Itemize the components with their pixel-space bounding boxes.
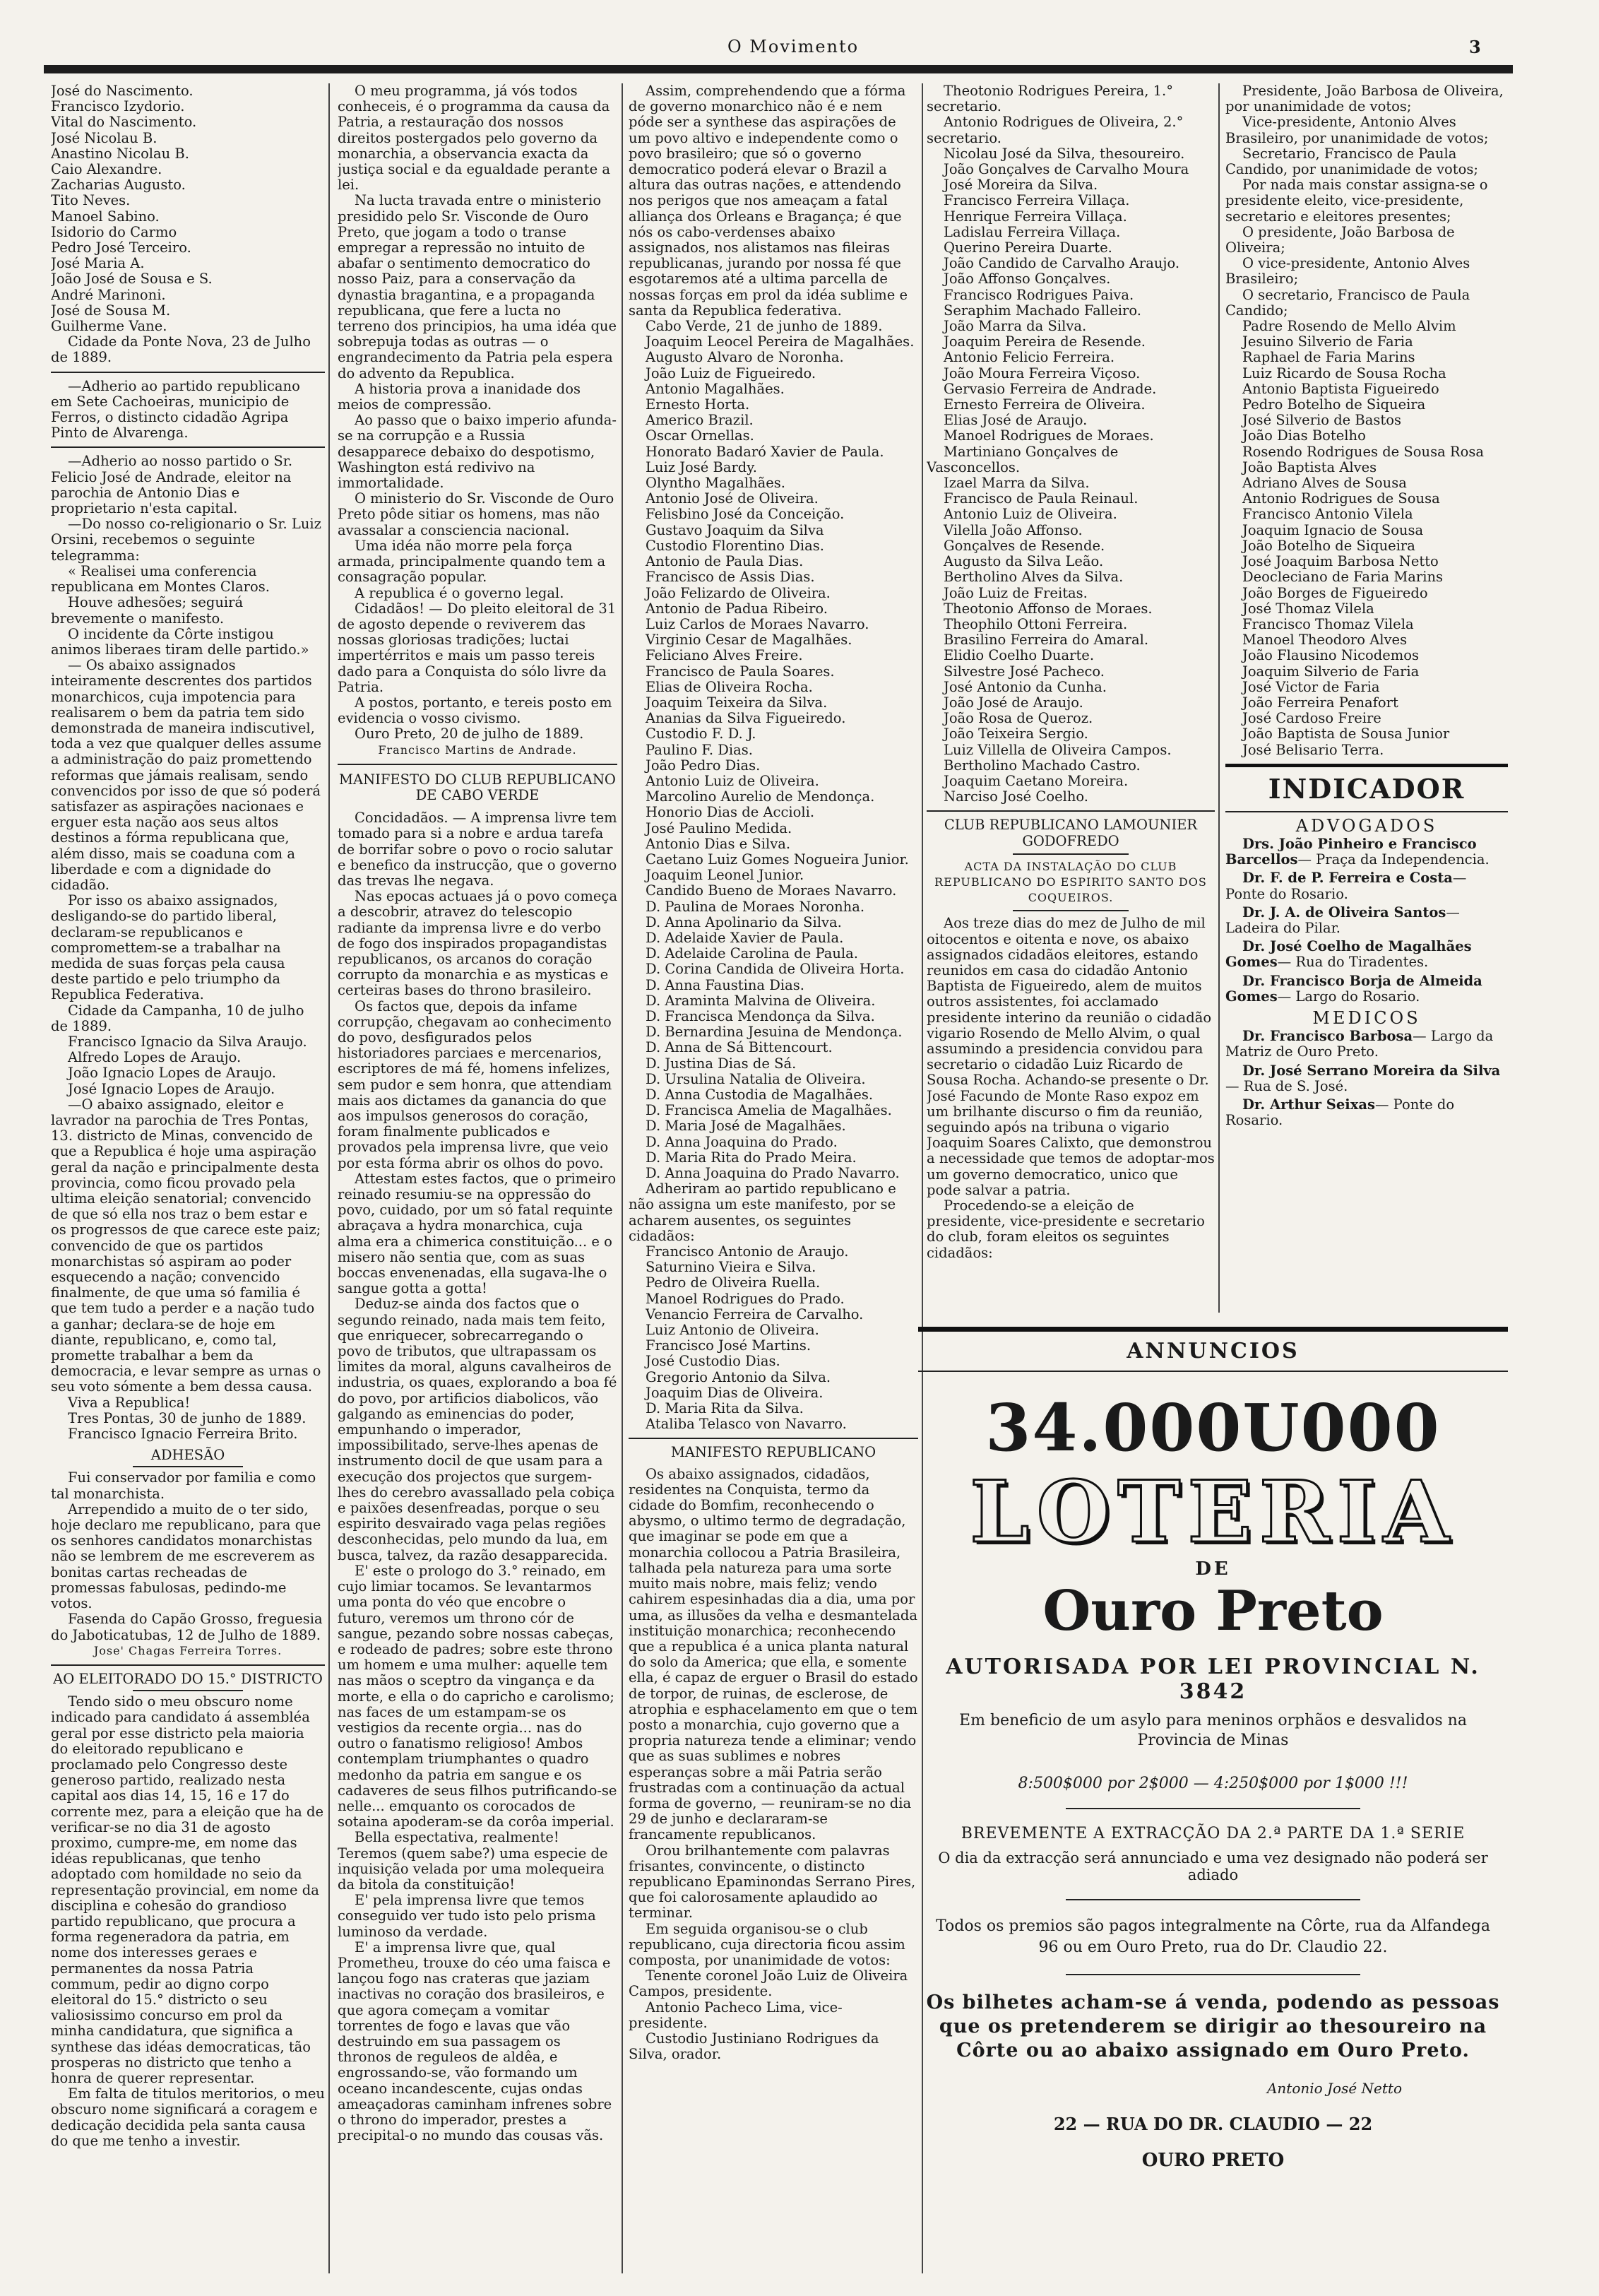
news-item: Os abaixo assignados, cidadãos, residentes na Conquista, termo da cidade do Bomfim, reconhecendo o abysmo, o ultimo termo de degradação, que imaginar se pode em que a monarchia collocou a Patria Brasileira, talhada pela natureza para uma sorte muito mais nobre, mais feliz; vendo cahirem espesinhadas dia a dia, uma por uma, as illusões da velha e desmantelada instituição monarchica; reconhecendo que a republica é a unica planta natural do solo da America; que ella, e somente ella, é capaz de erguer o Brasil do estado de torpor, de ruinas, de esclerose, de atrophia e esphacelamento em que o tem posto a monarchia, cujo governo que a propria natureza tende a eliminar; vendo que as suas sublimes e nobres esperanças sobre a mãi Patria serão frustradas com a continuação da actual forma de governo, — reuniram-se no dia 29 de junho e declararam-se francamente republicanos. xyxy=(629,1465,918,1843)
list-item: Seraphim Machado Falleiro. xyxy=(944,302,1141,319)
column-rule xyxy=(328,83,330,2273)
news-item: Nicolau José da Silva, thesoureiro. xyxy=(944,145,1185,162)
list-item: João Botelho de Siqueira xyxy=(1242,537,1415,554)
list-item: Joaquim Leocel Pereira de Magalhães. xyxy=(646,333,915,350)
list-item: Joaquim Ignacio de Sousa xyxy=(1242,521,1424,538)
section-title: AO ELEITORADO DO 15.° DISTRICTO xyxy=(53,1670,323,1687)
entry-name: Dr. Francisco Barbosa xyxy=(1242,1028,1413,1045)
news-item: E' pela imprensa livre que temos conseguido ver tudo isto pelo prisma luminoso da verdade. xyxy=(338,1892,596,1940)
news-item: E' este o prologo do 3.° reinado, em cujo limiar tocamos. Se levantarmos uma ponta do véo que encobre o futuro, veremos um throno cór de sangue, pezando sobre nossas cabeças, e rodeado de padres; sobre este throno um homem e uma mulher: aquelle tem nas mãos o sceptro da vingança e da morte, e ella o do capricho e carolismo; nas faces de um estampam-se os vestigios da recente orgia... nas do outro o fanatismo religioso! Ambos contemplam triumphantes o quadro medonho da patria em sangue e os cadaveres de seus filhos putrificando-se nelle... emquanto os corocados de sotaina apoderam-se da corôa imperial. xyxy=(338,1562,617,1830)
list-item: João José de Araujo. xyxy=(944,694,1083,711)
list-item: João Luiz de Figueiredo. xyxy=(646,365,816,381)
brevemente-line: BREVEMENTE A EXTRACÇÃO DA 2.ª PARTE DA 1.ª SERIE xyxy=(961,1825,1466,1842)
list-item: Ananias da Silva Figueiredo. xyxy=(646,710,846,727)
list-item: Deocleciano de Faria Marins xyxy=(1242,569,1444,586)
entry-address: — Largo do Rosario. xyxy=(1277,988,1420,1005)
list-item: Caetano Luiz Gomes Nogueira Junior. xyxy=(646,851,909,868)
news-item: —Do nosso co-religionario o Sr. Luiz Orsini, recebemos o seguinte telegramma: xyxy=(51,516,321,564)
list-item: Luiz Carlos de Moraes Navarro. xyxy=(646,615,869,632)
news-item: Na lucta travada entre o ministerio presidido pelo Sr. Visconde de Ouro Preto, que jogam a todo o transe empregar a repressão no intuito de abafar o sentimento democratico do nosso Paiz, para a conservação da dynastia bragantina, e a propaganda republicana, que fere a lucta no terreno dos principios, ha uma idéa que sobrepuja todas as outras — o engrandecimento da Patria pela espera do advento da Republica. xyxy=(338,192,617,381)
signature-list xyxy=(629,334,918,1181)
list-item: D. Araminta Malvina de Oliveira. xyxy=(646,992,876,1009)
list-item: Elias de Oliveira Rocha. xyxy=(646,678,813,695)
list-item: Francisco de Paula Reinaul. xyxy=(944,490,1139,507)
list-item: Custodio F. D. J. xyxy=(646,726,756,742)
list-item: João Baptista de Sousa Junior xyxy=(1242,726,1450,742)
autorisada-line: AUTORISADA POR LEI PROVINCIAL N. 3842 xyxy=(946,1655,1480,1704)
list-item: D. Anna Apolinario da Silva. xyxy=(646,913,842,930)
news-item: Uma idéa não morre pela força armada, principalmente quando tem a consagração popular. xyxy=(338,537,606,586)
list-item: Ernesto Ferreira de Oliveira. xyxy=(944,396,1146,413)
list-item: Luiz Antonio de Oliveira. xyxy=(646,1322,819,1339)
signature-list xyxy=(629,1244,918,1432)
news-item: Concidadãos. — A imprensa livre tem tomado para si a nobre e ardua tarefa de borrifar sobre o povo o rocio salutar e benefico da instrucção, que o governo das trevas lhe negava. xyxy=(338,810,617,889)
list-item: D. Maria José de Magalhães. xyxy=(646,1118,846,1135)
dateline: Cidade da Campanha, 10 de julho de 1889. xyxy=(51,1002,304,1034)
entry-address: — Ladeira do Pilar. xyxy=(1225,904,1460,936)
dateline: Cidade da Ponte Nova, 23 de Julho de 1889. xyxy=(51,333,311,366)
news-item: Arrependido a muito de o ter sido, hoje declaro me republicano, para que os senhores candidatos monarchistas não se lembrem de me escreverem as bonitas cartas recheadas de promessas fabulosas, pedindo-me votos. xyxy=(51,1501,321,1612)
list-item: João Luiz de Freitas. xyxy=(944,584,1088,601)
list-item: Olyntho Magalhães. xyxy=(646,475,785,492)
list-item: Luiz José Bardy. xyxy=(646,458,757,475)
signature-list: José do Nascimento. Francisco Izydorio. Vital do Nascimento. José Nicolau B. Anastino Nicolau B. Caio Alexandre. Zacharias Augusto. Tito Neves. Manoel Sabino. Isidorio do Carmo Pedro José Terceiro. José Maria A. João José de Sousa e S. André Marinoni. José de Sousa M. Guilherme Vane. xyxy=(51,83,213,335)
news-item: —Adherio ao partido republicano em Sete Cachoeiras, municipio de Ferros, o distincto cidadão Agripa Pinto de Alvarenga. xyxy=(51,377,300,442)
dateline: Cabo Verde, 21 de junho de 1889. xyxy=(646,318,883,335)
list-item: D. Adelaide Carolina de Paula. xyxy=(646,945,858,962)
beneficio-line: Em beneficio de um asylo para meninos orphãos e desvalidos na Provincia de Minas xyxy=(959,1712,1467,1749)
list-item: João Ferreira Penafort xyxy=(1242,694,1398,711)
entry-address: — Ponte do Rosario. xyxy=(1225,870,1467,902)
signature-list xyxy=(927,162,1215,805)
list-item: Gonçalves de Resende. xyxy=(944,537,1105,554)
de-label: DE xyxy=(1195,1558,1231,1580)
news-item: Em falta de titulos meritorios, o meu obscuro nome significará a coragem e dedicação decidida pela santa causa do que me tenho a investir. xyxy=(51,2085,325,2149)
list-item: D. Maria Rita do Prado Meira. xyxy=(646,1149,857,1166)
news-item: — Os abaixo assignados inteiramente descrentes dos partidos monarchicos, cuja impotencia para realisarem o bem da patria tem sido demonstrada de maneira indiscutivel, toda a vez que qualquer delles assume a administração do paiz promettendo reformas que jámais realisam, sendo convencidos por isso de que só poderá satisfazer as aspirações nacionaes e erguer esta nação aos seus altos destinos a fórma republicana que, além disso, mais se coaduna com a liberdade e com a dignidade do cidadão. xyxy=(51,657,321,893)
list-item: Antonio Magalhães. xyxy=(646,380,785,397)
list-item: Joaquim Pereira de Resende. xyxy=(944,333,1146,350)
loteria-title: LOTERIA xyxy=(970,1462,1456,1562)
list-item: D. Francisca Mendonça da Silva. xyxy=(646,1007,875,1024)
news-item: Cidadãos! — Do pleito eleitoral de 31 de agosto depende o reviverem das nossas gloriosas tradições; luctai impertérritos e mais um passo tereis dado para a Conquista do sólo livre da Patria. xyxy=(338,600,617,695)
entry-address: — Rua do Tiradentes. xyxy=(1277,954,1429,971)
telegram-text: « Realisei uma conferencia republicana em Montes Claros. xyxy=(51,562,270,596)
signature-list: Francisco Ignacio da Silva Araujo. Alfredo Lopes de Araujo. João Ignacio Lopes de Araujo. José Ignacio Lopes de Araujo. xyxy=(68,1033,307,1097)
news-item: —Adherio ao nosso partido o Sr. Felicio José de Andrade, eleitor na parochia de Antonio Dias e proprietario n'esta capital. xyxy=(51,453,293,517)
list-item: João Marra da Silva. xyxy=(944,318,1087,335)
list-item: José Paulino Medida. xyxy=(646,819,792,836)
list-item: Gervasio Ferreira de Andrade. xyxy=(944,380,1157,397)
news-item: Antonio Rodrigues de Oliveira, 2.° secretario. xyxy=(927,114,1184,146)
list-item: D. Anna Custodia de Magalhães. xyxy=(646,1087,874,1103)
list-item: Augusto Alvaro de Noronha. xyxy=(646,349,844,366)
list-item: Querino Pereira Duarte. xyxy=(944,239,1112,256)
address-line: 22 — RUA DO DR. CLAUDIO — 22 xyxy=(1053,2114,1373,2134)
list-item: Ataliba Telasco von Navarro. xyxy=(646,1416,847,1433)
list-item: Manoel Theodoro Alves xyxy=(1242,632,1408,649)
list-item: Joaquim Caetano Moreira. xyxy=(944,772,1129,789)
list-item: Antonio Baptista Figueiredo xyxy=(1242,380,1439,397)
news-item: Procedendo-se a eleição de presidente, vice-presidente e secretario do club, foram eleitos os seguintes cidadãos: xyxy=(927,1197,1205,1261)
dateline: Ouro Preto, 20 de julho de 1889. xyxy=(355,726,584,742)
medicos-heading: MEDICOS xyxy=(1312,1007,1421,1028)
entry-name: Dr. José Coelho de Magalhães Gomes xyxy=(1225,938,1472,971)
news-item: Vice-presidente, Antonio Alves Brasileiro, por unanimidade de votos; xyxy=(1225,114,1489,146)
list-item: José Belisario Terra. xyxy=(1242,741,1384,758)
list-item: Theophilo Ottoni Ferreira. xyxy=(944,615,1128,632)
telegram-text: O incidente da Côrte instigou animos liberaes tiram delle partido.» xyxy=(51,625,309,658)
entry-name: Dr. Arthur Seixas xyxy=(1242,1096,1375,1113)
directory-entry xyxy=(1225,870,1508,901)
section-title: MANIFESTO REPUBLICANO xyxy=(670,1444,876,1461)
list-item: Francisco Rodrigues Paiva. xyxy=(944,286,1134,303)
column-1 xyxy=(51,83,325,2288)
list-item: Theotonio Affonso de Moraes. xyxy=(944,600,1153,617)
list-item: Honorato Badaró Xavier de Paula. xyxy=(646,443,884,460)
entry-address: — Largo da Matriz de Ouro Preto. xyxy=(1225,1028,1494,1060)
news-item: Custodio Justiniano Rodrigues da Silva, orador. xyxy=(629,2030,879,2063)
list-item: João Flausino Nicodemos xyxy=(1242,647,1420,664)
list-item: D. Anna Joaquina do Prado. xyxy=(646,1133,838,1150)
list-item: D. Anna Faustina Dias. xyxy=(646,976,804,993)
news-item: A postos, portanto, e tereis posto em evidencia o vosso civismo. xyxy=(338,694,612,727)
directory-entry xyxy=(1225,939,1508,970)
list-item: Joaquim Silverio de Faria xyxy=(1242,663,1420,680)
news-item: A historia prova a inanidade dos meios de compressão. xyxy=(338,380,581,413)
entry-name: Dr. José Serrano Moreira da Silva xyxy=(1242,1062,1501,1079)
news-item: A republica é o governo legal. xyxy=(355,584,564,601)
signature-list xyxy=(1225,319,1508,758)
list-item: Silvestre José Pacheco. xyxy=(944,663,1105,680)
signature: Jose' Chagas Ferreira Torres. xyxy=(93,1643,283,1657)
list-item: Adriano Alves de Sousa xyxy=(1242,475,1407,492)
news-item: O secretario, Francisco de Paula Candido; xyxy=(1225,286,1470,319)
entry-address: — Rua de S. José. xyxy=(1225,1077,1348,1094)
list-item: Antonio de Paula Dias. xyxy=(646,553,804,570)
list-item: Ernesto Horta. xyxy=(646,396,750,413)
list-item: Vilella João Affonso. xyxy=(944,521,1083,538)
list-item: Brasilino Ferreira do Amaral. xyxy=(944,632,1149,649)
list-item: Antonio Rodrigues de Sousa xyxy=(1242,490,1440,507)
news-item: Tenente coronel João Luiz de Oliveira Campos, presidente. xyxy=(629,1967,908,2000)
ouro-preto-title: Ouro Preto xyxy=(1042,1579,1384,1643)
news-item: Assim, comprehendendo que a fórma de governo monarchico não é e nem póde ser a synthese das aspirações de um povo altivo e independente como o povo brasileiro; que só o governo democratico poderá elevar o Brazil a altura das outras nações, e attendendo nos perigos que nos ameaçam a fatal alliança dos Orleans e Bragança; é que nós os cabo-verdenses abaixo assignados, nos alistamos nas fileiras republicanas, jurando por nossa fé que esgotaremos até a ultima parcella de nossas forças em prol da idéa sublime e santa da Republica federativa. xyxy=(629,83,908,319)
signature: Francisco Martins de Andrade. xyxy=(378,742,577,757)
list-item: Honorio Dias de Accioli. xyxy=(646,804,815,821)
list-item: Francisco Antonio Vilela xyxy=(1242,506,1413,523)
news-item: Nas epocas actuaes já o povo começa a descobrir, atravez do telescopio radiante da imprensa livre e do verbo de fogo dos inspirados propagandistas republicanos, os arcanos do coração corrupto da monarchia e as mysticas e certeiras bases do throno brasileiro. xyxy=(338,888,617,999)
list-item: Americo Brazil. xyxy=(646,412,754,429)
list-item: Venancio Ferreira de Carvalho. xyxy=(646,1306,864,1322)
list-item: João Gonçalves de Carvalho Moura xyxy=(944,161,1189,178)
directory-entry xyxy=(1225,1029,1508,1060)
list-item: Oscar Ornellas. xyxy=(646,427,754,444)
annuncios-heading: ANNUNCIOS xyxy=(1127,1339,1300,1363)
list-item: João Teixeira Sergio. xyxy=(944,726,1088,742)
news-item: Em seguida organisou-se o club republicano, cuja directoria ficou assim composta, por unanimidade de votos: xyxy=(629,1920,905,1968)
dateline: Fasenda do Capão Grosso, freguesia do Jaboticatubas, 12 de Julho de 1889. xyxy=(51,1611,323,1643)
list-item: Bertholino Alves da Silva. xyxy=(944,569,1124,586)
directory-entry xyxy=(1225,974,1508,1005)
list-item: Francisco Thomaz Vilela xyxy=(1242,615,1414,632)
list-item: João Pedro Dias. xyxy=(646,757,761,774)
entry-name: Drs. João Pinheiro e Francisco Barcellos xyxy=(1225,835,1477,868)
list-item: Francisco de Assis Dias. xyxy=(646,569,815,586)
news-item: O presidente, João Barbosa de Oliveira; xyxy=(1225,223,1455,256)
entry-name: Dr. F. de P. Ferreira e Costa xyxy=(1242,870,1453,887)
column-5 xyxy=(1225,83,1508,1313)
prices-line: 8:500$000 por 2$000 — 4:250$000 por 1$000 !!! xyxy=(1018,1775,1408,1792)
list-item: Antonio Luiz de Oliveira. xyxy=(646,772,819,789)
list-item: Luiz Villella de Oliveira Campos. xyxy=(944,741,1172,758)
running-title: O Movimento xyxy=(727,37,860,57)
list-item: Francisco de Paula Soares. xyxy=(646,663,835,680)
list-item: Narciso José Coelho. xyxy=(944,788,1089,805)
lawyer-list xyxy=(1225,836,1508,1005)
list-item: Gregorio Antonio da Silva. xyxy=(646,1368,831,1385)
list-item: Candido Bueno de Moraes Navarro. xyxy=(646,882,897,899)
list-item: Joaquim Teixeira da Silva. xyxy=(646,694,828,711)
list-item: Manoel Rodrigues de Moraes. xyxy=(944,427,1154,444)
news-item: —O abaixo assignado, eleitor e lavrador na parochia de Tres Pontas, 13. districto de Minas, convencido de que a Republica é hoje uma aspiração geral da nação e principalmente desta provincia, como ficou provado pela ultima eleição senatorial; convencido de que só ella nos traz o bem estar e os progressos de que carece este paiz; convencido de que os partidos monarchistas só aspiram ao poder esquecendo a nação; convencido finalmente, de que uma só familia é que tem tudo a perder e a nação tudo a ganhar; declara-se de hoje em diante, republicano, e, como tal, promette trabalhar a bem da democracia, e levar sempre as urnas o seu voto sómente a bem dessa causa. xyxy=(51,1096,321,1395)
list-item: Elias José de Araujo. xyxy=(944,412,1088,429)
section-subtitle: ACTA DA INSTALAÇÃO DO CLUB REPUBLICANO DO ESPIRITO SANTO DOS COQUEIROS. xyxy=(934,859,1207,905)
column-rule xyxy=(1218,83,1220,1313)
news-item: Deduz-se ainda dos factos que o segundo reinado, nada mais tem feito, que enriquecer, sobrecarregando o povo de tributos, que ultrapassam os limites da moral, alguns cavalheiros de industria, os quaes, explorando a boa fé do povo, por artificios diabolicos, vão galgando as eminencias do poder, empunhando o imperador, impossibilitado, serve-lhes apenas de instrumento docil de que usam para a execução dos projectos que surgem-lhes do cerebro avassallado pela cobiça e paixões desenfreadas, porque o seu espirito desvairado vaga pelas regiões desconhecidas, pelo mundo da lua, em busca, talvez, da razão desapparecida. xyxy=(338,1296,617,1563)
list-item: Antonio de Padua Ribeiro. xyxy=(646,600,828,617)
telegram-text: Houve adhesões; seguirá brevemente o manifesto. xyxy=(51,594,244,627)
directory-entry xyxy=(1225,836,1508,868)
entry-address: — Praça da Independencia. xyxy=(1297,851,1490,868)
entry-address: — Ponte do Rosario. xyxy=(1225,1096,1455,1129)
list-item: José Moreira da Silva. xyxy=(944,177,1098,194)
section-title: CLUB REPUBLICANO LAMOUNIER GODOFREDO xyxy=(944,817,1198,849)
news-item: Theotonio Rodrigues Pereira, 1.° secretario. xyxy=(927,83,1173,115)
prize-amount: 34.000U000 xyxy=(985,1390,1441,1466)
list-item: Francisco Ferreira Villaça. xyxy=(944,192,1130,209)
list-item: Felisbino José da Conceição. xyxy=(646,506,845,523)
list-item: Francisco José Martins. xyxy=(646,1337,812,1354)
news-item: Ao passo que o baixo imperio afunda-se na corrupção e a Russia desapparece debaixo do despotismo, Washington está redivivo na immortalidade. xyxy=(338,412,617,492)
news-item: Bella espectativa, realmente! Teremos (quem sabe?) uma especie de inquisição velada por uma molequeira da bitola da constituição! xyxy=(338,1829,608,1893)
list-item: Rosendo Rodrigues de Sousa Rosa xyxy=(1242,443,1484,460)
list-item: D. Ursulina Natalia de Oliveira. xyxy=(646,1070,866,1087)
list-item: Antonio Dias e Silva. xyxy=(646,835,791,852)
column-2 xyxy=(338,83,617,2288)
list-item: João Felizardo de Oliveira. xyxy=(646,584,831,601)
news-item: Tendo sido o meu obscuro nome indicado para candidato á assembléa geral por esse districto pela maioria do eleitorado republicano e proclamado pelo Congresso deste generoso partido, realizado nesta capital aos dias 14, 15, 16 e 17 do corrente mez, para a eleição que ha de verificar-se no dia 31 de agosto proximo, cumpre-me, em nome das idéas republicanas, que tenho adoptado com homildade no seio da representação provincial, em nome da disciplina e cohesão do grandioso partido republicano, que procura a forma regeneradora da patria, em nome dos interesses geraes e permanentes da nossa Patria commum, pedir ao digno corpo eleitoral do 15.° districto o seu valiosissimo concurso em prol da minha candidatura, que significa a synthese das idéas democraticas, tão prosperas no districto que tenho a honra de querer representar. xyxy=(51,1693,323,2086)
list-item: Manoel Rodrigues do Prado. xyxy=(646,1290,845,1307)
news-item: Os factos que, depois da infame corrupção, chegavam ao conhecimento do povo, desfigurados pelos historiadores parciaes e mercenarios, escriptores de má fé, homens infelizes, sem pudor e sem honra, que attendiam mais aos dictames da ganancia do que aos impulsos generosos do coração, foram finalmente publicados e provados pela imprensa livre, que veio por esta fórma abrir os olhos do povo. xyxy=(338,998,612,1171)
dateline: Tres Pontas, 30 de junho de 1889. xyxy=(68,1409,307,1426)
news-item: Presidente, João Barbosa de Oliveira, por unanimidade de votos; xyxy=(1225,83,1504,115)
list-item: Martiniano Gonçalves de Vasconcellos. xyxy=(927,443,1119,475)
news-item: Viva a Republica! xyxy=(68,1394,191,1411)
list-item: Bertholino Machado Castro. xyxy=(944,757,1141,774)
advogados-heading: ADVOGADOS xyxy=(1295,815,1438,836)
list-item: Ladislau Ferreira Villaça. xyxy=(944,223,1121,240)
news-item: Orou brilhantemente com palavras frisantes, convincente, o distincto republicano Epaminondas Serrano Pires, que foi calorosamente aplaudido ao terminar. xyxy=(629,1842,916,1922)
entry-name: Dr. J. A. de Oliveira Santos xyxy=(1242,904,1446,921)
list-item: Antonio Luiz de Oliveira. xyxy=(944,506,1117,523)
list-item: José Silverio de Bastos xyxy=(1242,412,1401,429)
news-item: O meu programma, já vós todos conheceis, é o programma da causa da Patria, a restauração dos nossos direitos postergados pelo governo da monarchia, a observancia exacta da justiça social e da egualdade perante a lei. xyxy=(338,83,610,194)
list-item: Henrique Ferreira Villaça. xyxy=(944,208,1127,225)
list-item: D. Bernardina Jesuina de Mendonça. xyxy=(646,1024,903,1041)
list-item: João Baptista Alves xyxy=(1242,458,1377,475)
news-item: E' a imprensa livre que, qual Prometheu, trouxe do céo uma faisca e lançou fogo nas crateras que jaziam inactivas no coração dos brasileiros, e que agora começam a vomitar torrentes de fogo e lavas que vão destruindo em sua passagem os thronos de reguleos de aldêa, e engrossando-se, vão formando um oceano incandescente, cujas ondas ameaçadoras caminham infrenes sobre o throno do imperador, prestes a precipital-o no mundo das cousas vãs. xyxy=(338,1939,612,2144)
page-number: 3 xyxy=(1469,37,1482,57)
directory-entry xyxy=(1225,1063,1508,1094)
news-item: Aos treze dias do mez de Julho de mil oitocentos e oitenta e nove, os abaixo assignados cidadãos eleitores, estando reunidos em casa do cidadão Antonio Baptista de Figueiredo, alem de muitos outros assistentes, foi acclamado presidente interino da reunião o cidadão vigario Rosendo de Mello Alvim, o qual assumindo a presidencia convidou para secretario o cidadão Luiz Ricardo de Sousa Rocha. Achando-se presente o Dr. José Facundo de Monte Raso expoz em um brilhante discurso o fim da reunião, seguindo após na tribuna o vigario Joaquim Soares Calixto, que demonstrou a necessidade que temos de adoptar-mos um governo democratico, unico que pode salvar a patria. xyxy=(927,915,1215,1198)
city-line: OURO PRETO xyxy=(1141,2150,1285,2171)
list-item: Augusto da Silva Leão. xyxy=(944,553,1104,570)
list-item: D. Anna de Sá Bittencourt. xyxy=(646,1039,833,1056)
list-item: D. Anna Joaquina do Prado Navarro. xyxy=(646,1165,900,1182)
prizes-paid-line: Todos os premios são pagos integralmente na Côrte, rua da Alfandega 96 ou em Ouro Preto, rua do Dr. Claudio 22. xyxy=(936,1917,1490,1956)
signer-name: Antonio José Netto xyxy=(1266,2080,1402,2097)
entry-name: Dr. Francisco Borja de Almeida Gomes xyxy=(1225,972,1482,1005)
list-item: Joaquim Dias de Oliveira. xyxy=(646,1384,824,1401)
column-rule xyxy=(622,83,623,2273)
list-item: João Borges de Figueiredo xyxy=(1242,584,1428,601)
list-item: João Candido de Carvalho Araujo. xyxy=(944,255,1180,272)
news-item: Por nada mais constar assigna-se o presidente eleito, vice-presidente, secretario e eleitores presentes; xyxy=(1225,177,1488,225)
list-item: Jesuino Silverio de Faria xyxy=(1242,333,1413,350)
list-item: Saturnino Vieira e Silva. xyxy=(646,1259,816,1276)
list-item: João Rosa de Queroz. xyxy=(944,710,1093,727)
list-item: Pedro de Oliveira Ruella. xyxy=(646,1274,821,1291)
list-item: João Moura Ferreira Viçoso. xyxy=(944,365,1141,381)
list-item: D. Adelaide Xavier de Paula. xyxy=(646,929,844,946)
news-item: Secretario, Francisco de Paula Candido, por unanimidade de votos; xyxy=(1225,145,1478,178)
list-item: Antonio Felicio Ferreira. xyxy=(944,349,1115,366)
news-item: O ministerio do Sr. Visconde de Ouro Preto pôde sitiar os homens, mas não avassalar a consciencia nacional. xyxy=(338,490,614,538)
list-item: Luiz Ricardo de Sousa Rocha xyxy=(1242,365,1446,381)
signature: Francisco Ignacio Ferreira Brito. xyxy=(68,1426,298,1443)
column-3 xyxy=(629,83,918,2288)
list-item: Gustavo Joaquim da Silva xyxy=(646,521,824,538)
list-item: D. Maria Rita da Silva. xyxy=(646,1400,804,1417)
list-item: Elidio Coelho Duarte. xyxy=(944,647,1095,664)
news-item: Fui conservador por familia e como tal monarchista. xyxy=(51,1469,316,1502)
list-item: Raphael de Faria Marins xyxy=(1242,349,1415,366)
list-item: D. Justina Dias de Sá. xyxy=(646,1055,797,1072)
list-item: Marcolino Aurelio de Mendonça. xyxy=(646,788,875,805)
list-item: D. Francisca Amelia de Magalhães. xyxy=(646,1102,892,1119)
list-item: José Custodio Dias. xyxy=(646,1353,780,1370)
list-item: Pedro Botelho de Siqueira xyxy=(1242,396,1426,413)
extraction-day-line: O dia da extracção será annunciado e uma vez designado não poderá ser adiado xyxy=(938,1850,1488,1883)
header-rule xyxy=(44,65,1513,73)
list-item: Joaquim Leonel Junior. xyxy=(646,867,804,884)
column-4 xyxy=(927,83,1215,1313)
doctor-list xyxy=(1225,1029,1508,1128)
list-item: Feliciano Alves Freire. xyxy=(646,647,803,664)
lottery-advertisement xyxy=(918,1321,1508,2275)
list-item: Paulino F. Dias. xyxy=(646,741,753,758)
list-item: Virginio Cesar de Magalhães. xyxy=(646,632,852,649)
directory-entry xyxy=(1225,1097,1508,1128)
list-item: João Dias Botelho xyxy=(1242,427,1366,444)
list-item: Custodio Florentino Dias. xyxy=(646,537,824,554)
news-item: O vice-presidente, Antonio Alves Brasileiro; xyxy=(1225,255,1470,288)
news-item: Attestam estes factos, que o primeiro reinado resumiu-se na oppressão do povo, cuidado, por um só fatal requinte abraçava a hydra monarchica, cuja alma era a chimerica constituição... e o misero não sentia que, com as suas boccas envenenadas, ella sugava-lhe o sangue gotta a gotta! xyxy=(338,1170,617,1297)
list-item: D. Corina Candida de Oliveira Horta. xyxy=(646,961,905,978)
list-item: Izael Marra da Silva. xyxy=(944,475,1090,492)
section-title: MANIFESTO DO CLUB REPUBLICANO DE CABO VERDE xyxy=(339,771,616,803)
list-item: José Antonio da Cunha. xyxy=(944,678,1107,695)
list-item: José Victor de Faria xyxy=(1242,678,1380,695)
list-item: Padre Rosendo de Mello Alvim xyxy=(1242,318,1456,335)
indicador-title: INDICADOR xyxy=(1268,772,1466,805)
news-item: Antonio Pacheco Lima, vice-presidente. xyxy=(629,1999,843,2031)
news-item: Adheriram ao partido republicano e não assigna um este manifesto, por se acharem ausentes, os seguintes cidadãos: xyxy=(629,1180,896,1244)
news-item: Por isso os abaixo assignados, desligando-se do partido liberal, declaram-se republicanos e compromettem-se a trabalhar na medida de suas forças pela causa deste partido e pelo triumpho da Republica Federativa. xyxy=(51,892,285,1003)
list-item: Antonio José de Oliveira. xyxy=(646,490,819,507)
list-item: José Joaquim Barbosa Netto xyxy=(1242,553,1439,570)
section-title: ADHESÃO xyxy=(150,1447,225,1464)
list-item: D. Paulina de Moraes Noronha. xyxy=(646,898,865,915)
list-item: João Affonso Gonçalves. xyxy=(944,271,1111,288)
list-item: Francisco Antonio de Araujo. xyxy=(646,1243,849,1260)
list-item: José Thomaz Vilela xyxy=(1242,600,1374,617)
list-item: José Cardoso Freire xyxy=(1242,710,1381,727)
directory-entry xyxy=(1225,905,1508,936)
tickets-line: Os bilhetes acham-se á venda, podendo as pessoas que os pretenderem se dirigir ao thesoureiro na Côrte ou ao abaixo assignado em Ouro Preto. xyxy=(926,1992,1500,2061)
